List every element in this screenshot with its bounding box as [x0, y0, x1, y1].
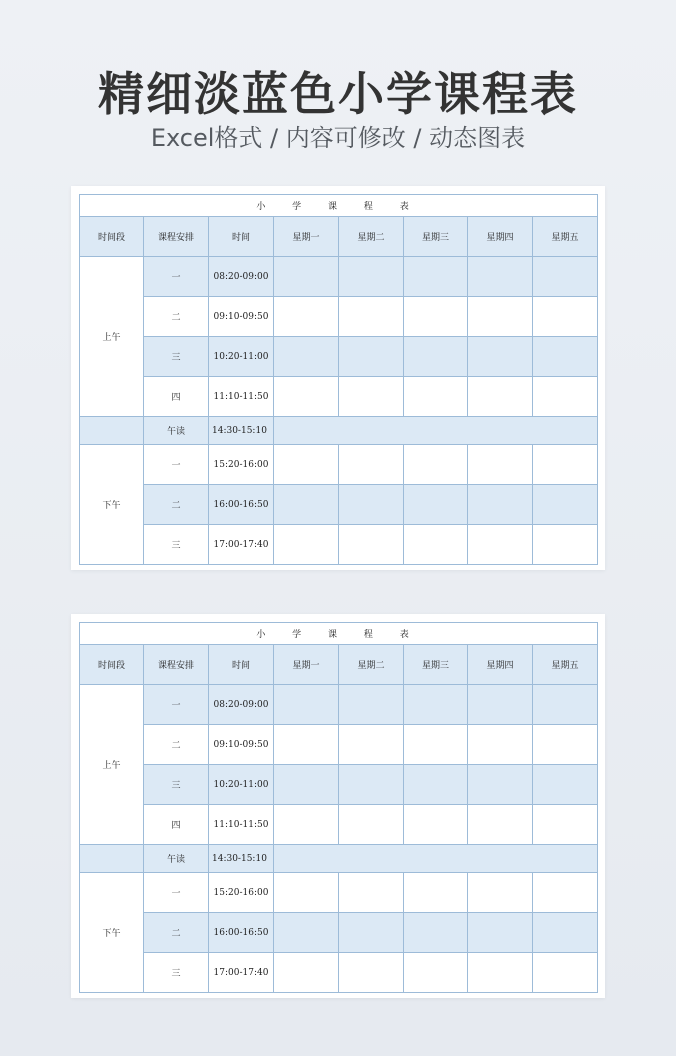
table-row [80, 805, 598, 845]
header-thursday: 星期四 [468, 645, 533, 685]
cell-tuesday[interactable] [339, 445, 404, 485]
cell-thursday[interactable] [468, 953, 533, 993]
cell-thursday[interactable] [468, 297, 533, 337]
header-friday: 星期五 [533, 645, 598, 685]
table-row [80, 525, 598, 565]
cell-wednesday[interactable] [404, 953, 468, 993]
cell-wednesday[interactable] [404, 913, 468, 953]
cell-wednesday[interactable] [404, 445, 468, 485]
cell-monday[interactable] [274, 525, 339, 565]
lesson-time: 17:00-17:40 [209, 953, 274, 993]
header-wednesday: 星期三 [404, 217, 468, 257]
period-morning: 上午 [80, 685, 144, 845]
table-row [80, 725, 598, 765]
header-monday: 星期一 [274, 217, 339, 257]
lunch-span-cell [274, 417, 598, 445]
period-afternoon: 下午 [80, 873, 144, 993]
cell-monday[interactable] [274, 297, 339, 337]
cell-monday[interactable] [274, 953, 339, 993]
cell-friday[interactable] [533, 525, 598, 565]
cell-tuesday[interactable] [339, 337, 404, 377]
cell-friday[interactable] [533, 485, 598, 525]
table-row [80, 685, 598, 725]
schedule-title: 小 学 课 程 表 [80, 195, 598, 217]
table-row [80, 953, 598, 993]
page-headline: 精细淡蓝色小学课程表 [98, 67, 578, 121]
table-row [80, 765, 598, 805]
table-row [80, 913, 598, 953]
lesson-number: 三 [144, 953, 209, 993]
lesson-number: 二 [144, 297, 209, 337]
cell-friday[interactable] [533, 297, 598, 337]
header-friday: 星期五 [533, 217, 598, 257]
lesson-number: 二 [144, 913, 209, 953]
cell-tuesday[interactable] [339, 685, 404, 725]
lesson-time: 16:00-16:50 [209, 913, 274, 953]
cell-thursday[interactable] [468, 725, 533, 765]
lesson-time: 09:10-09:50 [209, 725, 274, 765]
cell-wednesday[interactable] [404, 805, 468, 845]
header-time: 时间 [209, 217, 274, 257]
cell-wednesday[interactable] [404, 873, 468, 913]
schedule-card-2 [71, 614, 605, 998]
lesson-time: 10:20-11:00 [209, 765, 274, 805]
lesson-time: 09:10-09:50 [209, 297, 274, 337]
lunch-label: 午读 [144, 845, 209, 873]
cell-thursday[interactable] [468, 377, 533, 417]
lesson-time: 17:00-17:40 [209, 525, 274, 565]
cell-thursday[interactable] [468, 685, 533, 725]
lesson-number: 二 [144, 485, 209, 525]
header-lesson: 课程安排 [144, 645, 209, 685]
cell-tuesday[interactable] [339, 257, 404, 297]
schedule-card-1 [71, 186, 605, 570]
lesson-number: 一 [144, 873, 209, 913]
cell-thursday[interactable] [468, 257, 533, 297]
cell-tuesday[interactable] [339, 725, 404, 765]
lunch-period-cell [80, 417, 144, 445]
cell-wednesday[interactable] [404, 337, 468, 377]
cell-thursday[interactable] [468, 805, 533, 845]
cell-tuesday[interactable] [339, 765, 404, 805]
lunch-period-cell [80, 845, 144, 873]
cell-monday[interactable] [274, 873, 339, 913]
lesson-number: 四 [144, 377, 209, 417]
lesson-number: 三 [144, 337, 209, 377]
cell-thursday[interactable] [468, 445, 533, 485]
header-period: 时间段 [80, 645, 144, 685]
table-row [80, 873, 598, 913]
cell-friday[interactable] [533, 953, 598, 993]
cell-wednesday[interactable] [404, 765, 468, 805]
cell-wednesday[interactable] [404, 257, 468, 297]
cell-thursday[interactable] [468, 525, 533, 565]
cell-friday[interactable] [533, 725, 598, 765]
page-subheadline: Excel格式 / 内容可修改 / 动态图表 [150, 124, 526, 152]
cell-friday[interactable] [533, 873, 598, 913]
cell-friday[interactable] [533, 805, 598, 845]
lesson-number: 三 [144, 765, 209, 805]
cell-thursday[interactable] [468, 765, 533, 805]
cell-wednesday[interactable] [404, 525, 468, 565]
lesson-number: 二 [144, 725, 209, 765]
cell-friday[interactable] [533, 257, 598, 297]
cell-friday[interactable] [533, 913, 598, 953]
lunch-span-cell [274, 845, 598, 873]
header-lesson: 课程安排 [144, 217, 209, 257]
cell-tuesday[interactable] [339, 805, 404, 845]
cell-monday[interactable] [274, 377, 339, 417]
cell-tuesday[interactable] [339, 525, 404, 565]
header-tuesday: 星期二 [339, 645, 404, 685]
cell-monday[interactable] [274, 725, 339, 765]
cell-thursday[interactable] [468, 337, 533, 377]
period-afternoon: 下午 [80, 445, 144, 565]
cell-tuesday[interactable] [339, 377, 404, 417]
lesson-time: 16:00-16:50 [209, 485, 274, 525]
cell-monday[interactable] [274, 805, 339, 845]
cell-thursday[interactable] [468, 485, 533, 525]
cell-monday[interactable] [274, 685, 339, 725]
header-thursday: 星期四 [468, 217, 533, 257]
cell-friday[interactable] [533, 685, 598, 725]
table-row [80, 297, 598, 337]
lesson-time: 11:10-11:50 [209, 805, 274, 845]
schedule-table [79, 194, 598, 565]
table-row [80, 337, 598, 377]
cell-tuesday[interactable] [339, 873, 404, 913]
lesson-number: 一 [144, 685, 209, 725]
lunch-row [80, 417, 598, 445]
cell-wednesday[interactable] [404, 685, 468, 725]
period-morning: 上午 [80, 257, 144, 417]
lesson-number: 一 [144, 445, 209, 485]
cell-friday[interactable] [533, 377, 598, 417]
cell-friday[interactable] [533, 337, 598, 377]
schedule-table [79, 622, 598, 993]
cell-thursday[interactable] [468, 873, 533, 913]
cell-monday[interactable] [274, 257, 339, 297]
lesson-time: 15:20-16:00 [209, 873, 274, 913]
header-tuesday: 星期二 [339, 217, 404, 257]
lesson-number: 四 [144, 805, 209, 845]
header-time: 时间 [209, 645, 274, 685]
cell-monday[interactable] [274, 765, 339, 805]
cell-tuesday[interactable] [339, 485, 404, 525]
cell-tuesday[interactable] [339, 297, 404, 337]
header-period: 时间段 [80, 217, 144, 257]
lesson-number: 一 [144, 257, 209, 297]
cell-monday[interactable] [274, 485, 339, 525]
lesson-time: 11:10-11:50 [209, 377, 274, 417]
lesson-number: 三 [144, 525, 209, 565]
lesson-time: 08:20-09:00 [209, 257, 274, 297]
cell-friday[interactable] [533, 445, 598, 485]
lesson-time: 08:20-09:00 [209, 685, 274, 725]
cell-wednesday[interactable] [404, 377, 468, 417]
cell-wednesday[interactable] [404, 485, 468, 525]
lunch-time: 14:30-15:10 [209, 417, 274, 445]
lunch-label: 午读 [144, 417, 209, 445]
cell-thursday[interactable] [468, 913, 533, 953]
cell-tuesday[interactable] [339, 913, 404, 953]
cell-monday[interactable] [274, 445, 339, 485]
lesson-time: 10:20-11:00 [209, 337, 274, 377]
cell-monday[interactable] [274, 337, 339, 377]
cell-wednesday[interactable] [404, 725, 468, 765]
table-row [80, 445, 598, 485]
cell-monday[interactable] [274, 913, 339, 953]
table-row [80, 485, 598, 525]
lunch-time: 14:30-15:10 [209, 845, 274, 873]
cell-tuesday[interactable] [339, 953, 404, 993]
table-row [80, 377, 598, 417]
cell-friday[interactable] [533, 765, 598, 805]
lesson-time: 15:20-16:00 [209, 445, 274, 485]
lunch-row [80, 845, 598, 873]
header-wednesday: 星期三 [404, 645, 468, 685]
cell-wednesday[interactable] [404, 297, 468, 337]
schedule-title: 小 学 课 程 表 [80, 623, 598, 645]
table-row [80, 257, 598, 297]
header-monday: 星期一 [274, 645, 339, 685]
